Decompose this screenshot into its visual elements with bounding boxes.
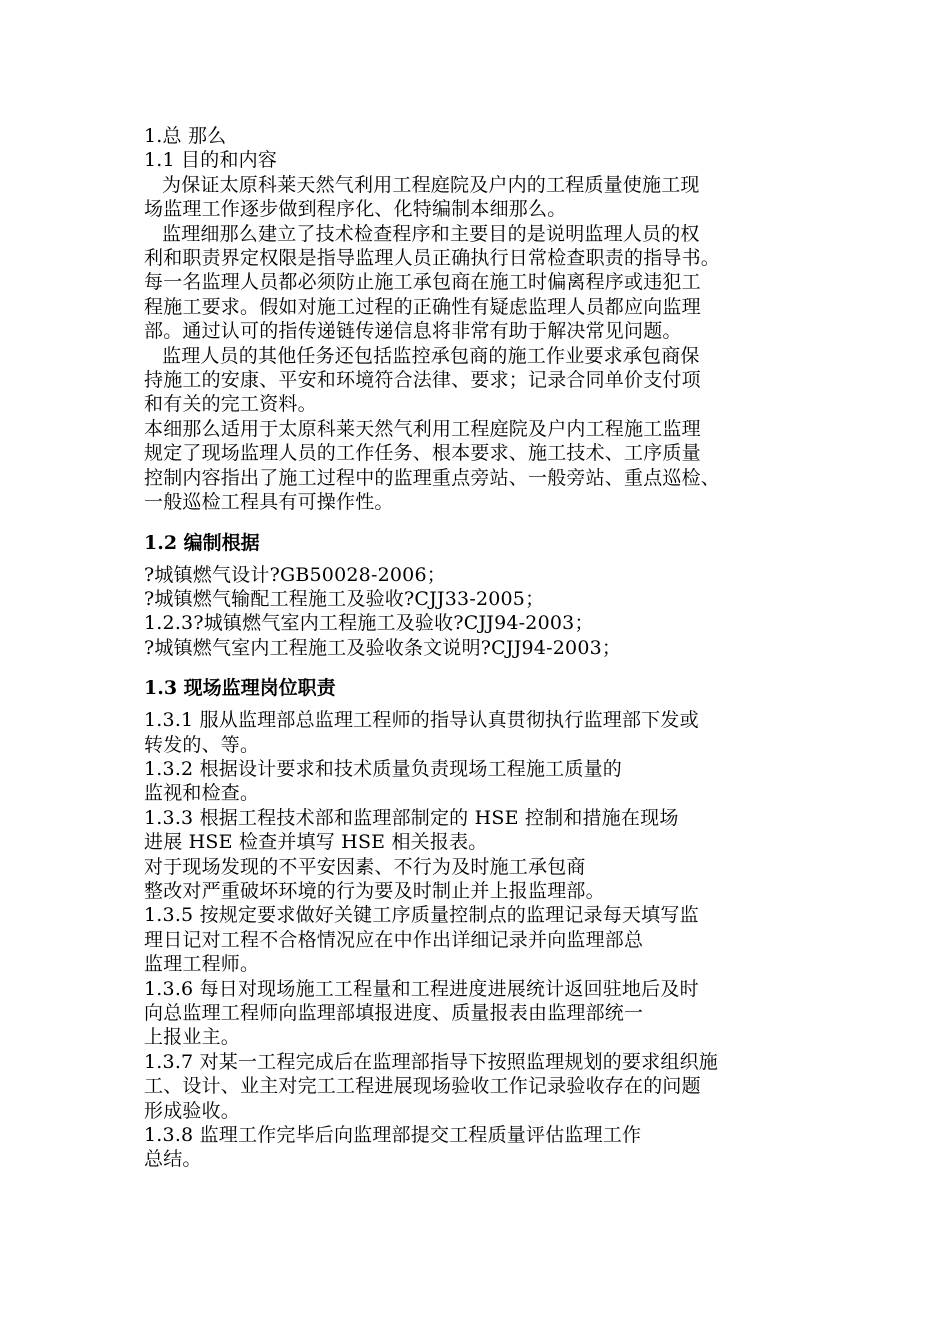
list-item: ?城镇燃气设计?GB50028-2006； — [144, 563, 446, 586]
duty-line: 整改对严重破坏环境的行为要及时制止并上报监理部。 — [144, 879, 605, 902]
duty-line: 1.3.8 监理工作完毕后向监理部提交工程质量评估监理工作 — [144, 1124, 642, 1147]
paragraph-line: 本细那么适用于太原科莱天然气利用工程庭院及户内工程施工监理 — [144, 417, 701, 440]
paragraph-line: 和有关的完工资料。 — [144, 393, 317, 416]
paragraph-purpose — [144, 173, 824, 222]
duty-line: 转发的、等。 — [144, 733, 260, 756]
duty-line: 1.3.7 对某一工程完成后在监理部指导下按照监理规划的要求组织施 — [144, 1050, 718, 1073]
basis-list — [144, 563, 824, 661]
duty-line: 对于现场发现的不平安因素、不行为及时施工承包商 — [144, 855, 586, 878]
paragraph-line: 一般巡检工程具有可操作性。 — [144, 491, 394, 514]
paragraph-scope — [144, 417, 824, 515]
paragraph-line: 控制内容指出了施工过程中的监理重点旁站、一般旁站、重点巡检、 — [144, 466, 721, 489]
paragraph-rules — [144, 222, 824, 344]
duty-line: 上报业主。 — [144, 1026, 241, 1049]
heading-duties: 1.3 现场监理岗位职责 — [144, 677, 336, 700]
paragraph-line: 部。通过认可的指传递链传递信息将非常有助于解决常见问题。 — [144, 320, 682, 343]
paragraph-line: 持施工的安康、平安和环境符合法律、要求；记录合同单价支付项 — [144, 369, 701, 392]
duty-line: 1.3.6 每日对现场施工工程量和工程进度进展统计返回驻地后及时 — [144, 977, 699, 1000]
duty-line: 1.3.1 服从监理部总监理工程师的指导认真贯彻执行监理部下发或 — [144, 709, 699, 732]
duty-line: 监理工程师。 — [144, 953, 260, 976]
document-page — [144, 124, 824, 1172]
subsection-title-purpose: 1.1 目的和内容 — [144, 149, 278, 172]
paragraph-line: 程施工要求。假如对施工过程的正确性有疑虑监理人员都应向监理 — [144, 295, 701, 318]
paragraph-line: 利和职责界定权限是指导监理人员正确执行日常检查职责的指导书。 — [144, 247, 721, 270]
paragraph-line: 规定了现场监理人员的工作任务、根本要求、施工技术、工序质量 — [144, 442, 701, 465]
list-item: ?城镇燃气输配工程施工及验收?CJJ33-2005； — [144, 587, 545, 610]
list-item: 1.2.3?城镇燃气室内工程施工及验收?CJJ94-2003； — [144, 612, 594, 635]
duty-line: 理日记对工程不合格情况应在中作出详细记录并向监理部总 — [144, 928, 644, 951]
duty-line: 监视和检查。 — [144, 782, 260, 805]
duty-line: 工、设计、业主对完工工程进展现场验收工作记录验收存在的问题 — [144, 1075, 701, 1098]
paragraph-line: 场监理工作逐步做到程序化、化特编制本细那么。 — [144, 198, 567, 221]
duty-line: 1.3.3 根据工程技术部和监理部制定的 HSE 控制和措施在现场 — [144, 806, 679, 829]
duty-line: 总结。 — [144, 1148, 202, 1171]
paragraph-line: 为保证太原科莱天然气利用工程庭院及户内的工程质量使施工现 — [162, 173, 700, 196]
heading-basis: 1.2 编制根据 — [144, 531, 260, 554]
duties-list — [144, 708, 824, 1172]
paragraph-line: 监理人员的其他任务还包括监控承包商的施工作业要求承包商保 — [162, 344, 700, 367]
paragraph-line: 监理细那么建立了技术检查程序和主要目的是说明监理人员的权 — [162, 222, 700, 245]
list-item: ?城镇燃气室内工程施工及验收条文说明?CJJ94-2003； — [144, 636, 622, 659]
duty-line: 1.3.2 根据设计要求和技术质量负责现场工程施工质量的 — [144, 757, 622, 780]
duty-line: 向总监理工程师向监理部填报进度、质量报表由监理部统一 — [144, 1002, 644, 1024]
duty-line: 进展 HSE 检查并填写 HSE 相关报表。 — [144, 831, 488, 854]
section-title: 1.总 那么 — [144, 125, 227, 147]
duty-line: 形成验收。 — [144, 1099, 241, 1122]
paragraph-line: 每一名监理人员都必须防止施工承包商在施工时偏离程序或违犯工 — [144, 271, 701, 294]
duty-line: 1.3.5 按规定要求做好关键工序质量控制点的监理记录每天填写监 — [144, 904, 699, 927]
paragraph-tasks — [144, 344, 824, 417]
